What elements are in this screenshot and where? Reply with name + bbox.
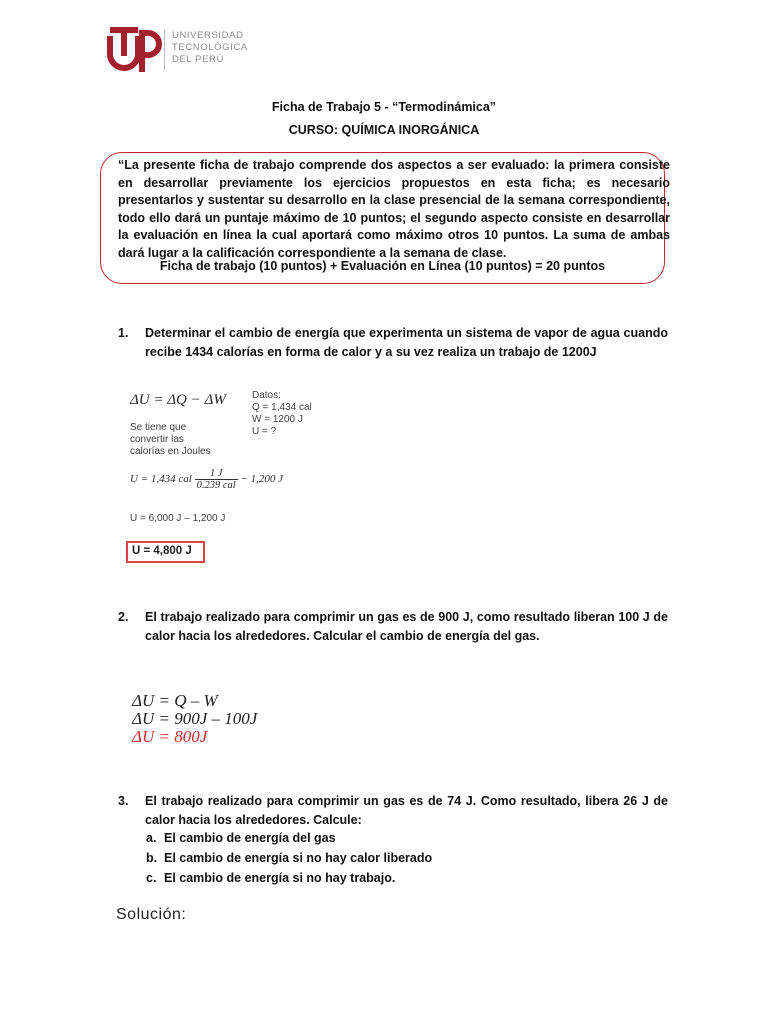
datos-block <box>252 390 312 438</box>
conversion-note <box>130 422 211 458</box>
fraction-denominator: 0.239 cal <box>196 480 236 491</box>
subitem-text: El cambio de energía si no hay trabajo. <box>164 871 396 885</box>
result-value: U = 4,800 J <box>132 545 192 557</box>
subitem-letter: a. <box>146 831 157 845</box>
question-text: Determinar el cambio de energía que experimenta un sistema de vapor de agua cuando recibe 1434 calorías en forma de calor y a su vez realiza un trabajo de 1200J <box>145 326 668 359</box>
subitem-a <box>146 828 336 848</box>
question-3 <box>118 792 668 830</box>
course-title: CURSO: QUÍMICA INORGÁNICA <box>288 123 480 137</box>
note-line-1: Se tiene que <box>130 422 187 433</box>
solution2-line-2: ΔU = 900J – 100J <box>132 709 258 728</box>
question-number: 1. <box>118 326 129 340</box>
conversion-left: U = 1,434 cal <box>130 473 192 486</box>
subitem-text: El cambio de energía si no hay calor liberado <box>164 851 433 865</box>
question-text: El trabajo realizado para comprimir un gas es de 74 J. Como resultado, libera 26 J de calor hacia los alrededores. Calcule: <box>145 794 668 827</box>
subitem-letter: c. <box>146 871 157 885</box>
intro-text: “La presente ficha de trabajo comprende dos aspectos a ser evaluado: la primera consiste en desarrollar previamente los ejercicios propuestos en esta ficha; es necesario presentarlos y sustentar su desarrollo en la clase presencial de la semana correspondiente, todo ello dará un puntaje máximo de 10 puntos; el segundo aspecto consiste en desarrollar la evaluación en línea la cual aportará como máximo otros 10 puntos. La suma de ambas dará lugar a la calificación correspondiente a la semana de clase. <box>118 158 670 260</box>
logo-separator <box>164 30 165 70</box>
subitem-text: El cambio de energía del gas <box>164 831 336 845</box>
fraction-numerator: 1 J <box>195 468 238 480</box>
subitem-b <box>146 848 432 868</box>
question-number: 2. <box>118 610 129 624</box>
subitem-letter: b. <box>146 851 158 865</box>
note-line-3: calorías en Joules <box>130 446 211 457</box>
note-line-2: convertir las <box>130 434 184 445</box>
energy-equation: ΔU = ΔQ − ΔW <box>130 392 226 408</box>
logo-line-2: TECNOLÓGICA <box>172 42 248 53</box>
question-1 <box>118 324 668 362</box>
logo-line-3: DEL PERÚ <box>172 54 224 65</box>
document-title: Ficha de Trabajo 5 - “Termodinámica” <box>271 100 497 114</box>
solucion-heading: Solución: <box>116 906 187 923</box>
logo-wordmark <box>172 30 248 66</box>
logo-line-1: UNIVERSIDAD <box>172 30 244 41</box>
conversion-right: − 1,200 J <box>240 473 283 486</box>
question-number: 3. <box>118 794 129 808</box>
intro-formula: Ficha de trabajo (10 puntos) + Evaluación en Línea (10 puntos) = 20 puntos <box>159 259 606 273</box>
question-2 <box>118 608 668 646</box>
calculation-step: U = 6,000 J – 1,200 J <box>130 513 226 524</box>
datos-title: Datos: <box>252 390 281 401</box>
conversion-fraction <box>195 468 238 491</box>
subitem-c <box>146 868 395 888</box>
conversion-equation <box>130 468 283 491</box>
datos-q: Q = 1,434 cal <box>252 402 312 413</box>
datos-w: W = 1200 J <box>252 414 303 425</box>
solution2-line-3: ΔU = 800J <box>132 727 208 746</box>
solution2-line-1: ΔU = Q – W <box>132 691 218 710</box>
datos-u: U = ? <box>252 426 277 437</box>
question-text: El trabajo realizado para comprimir un gas es de 900 J, como resultado liberan 100 J de calor hacia los alrededores. Calcular el cambio de energía del gas. <box>145 610 668 643</box>
